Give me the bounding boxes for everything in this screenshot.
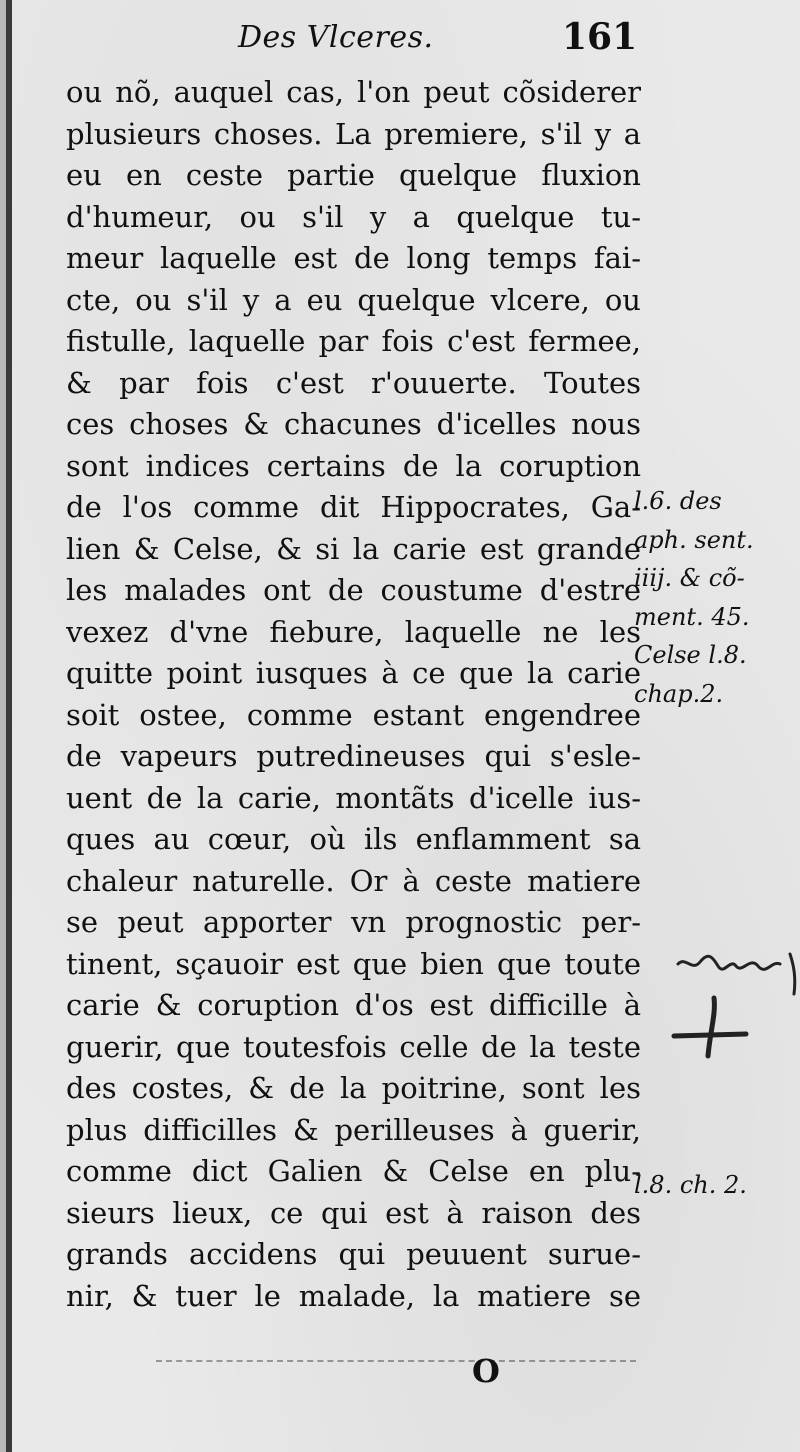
- margin-note-line: ment. 45.: [634, 602, 750, 631]
- text-line: chaleur naturelle. Or à ceste matiere: [66, 863, 641, 898]
- text-line: sieurs lieux, ce qui est à raison des: [66, 1195, 641, 1230]
- text-line: des costes, & de la poitrine, sont les: [66, 1071, 641, 1105]
- text-line: se peut apporter vn prognostic per-: [66, 905, 641, 939]
- text-line: nir, & tuer le malade, la matiere se: [66, 1278, 641, 1313]
- page-edge-shadow: [6, 0, 12, 1452]
- body-text: [66, 72, 641, 1317]
- margin-note-line: Celse l.8.: [634, 641, 747, 669]
- margin-note: [634, 482, 754, 713]
- margin-note-line: aph. sent.: [634, 525, 754, 554]
- text-line: eu en ceste partie quelque fluxion: [66, 158, 641, 192]
- handwritten-cross-icon: [670, 992, 750, 1062]
- signature-mark: O: [472, 1352, 500, 1390]
- footer-rule: [156, 1360, 636, 1362]
- text-line: quitte point iusques à ce que la carie: [66, 656, 641, 690]
- text-line: meur laquelle est de long temps fai-: [66, 241, 641, 275]
- text-line: & par fois c'est r'ouuerte. Toutes: [66, 365, 641, 400]
- margin-note-line: l.6. des: [634, 487, 722, 515]
- page-number: 161: [562, 16, 638, 58]
- text-line: ou nõ, auquel cas, l'on peut cõsiderer: [66, 75, 641, 109]
- text-line: ces choses & chacunes d'icelles nous: [66, 407, 641, 441]
- text-line: les malades ont de coustume d'estre: [66, 573, 641, 607]
- text-line: vexez d'vne fiebure, laquelle ne les: [66, 614, 641, 649]
- book-page: [6, 0, 800, 1452]
- running-head: Des Vlceres.: [238, 20, 434, 55]
- text-line: guerir, que toutesfois celle de la teste: [66, 1029, 641, 1064]
- margin-note: [634, 1166, 747, 1205]
- margin-note-line: l.8. ch. 2.: [634, 1171, 747, 1199]
- margin-note-line: iiij. & cõ-: [634, 564, 745, 592]
- text-line: plus difficilles & perilleuses à guerir,: [66, 1112, 641, 1147]
- text-line: comme dict Galien & Celse en plu-: [66, 1154, 641, 1188]
- text-line: lien & Celse, & si la carie est grande: [66, 531, 641, 566]
- text-line: de l'os comme dit Hippocrates, Ga-: [66, 490, 641, 524]
- text-line: fistulle, laquelle par fois c'est fermee,: [66, 324, 641, 358]
- text-line: d'humeur, ou s'il y a quelque tu-: [66, 199, 641, 234]
- text-line: ques au cœur, où ils enflamment sa: [66, 822, 641, 856]
- margin-notes: [634, 0, 794, 1452]
- text-line: sont indices certains de la coruption: [66, 448, 641, 483]
- text-line: grands accidens qui peuuent surue-: [66, 1237, 641, 1271]
- margin-note-line: chap.2.: [634, 679, 724, 708]
- text-line: tinent, sçauoir est que bien que toute: [66, 946, 641, 981]
- text-line: de vapeurs putredineuses qui s'esle-: [66, 739, 641, 773]
- text-line: carie & coruption d'os est difficille à: [66, 988, 641, 1022]
- text-line: soit ostee, comme estant engendree: [66, 697, 641, 732]
- text-line: plusieurs choses. La premiere, s'il y a: [66, 116, 641, 151]
- text-line: uent de la carie, montãts d'icelle ius-: [66, 780, 641, 815]
- text-line: cte, ou s'il y a eu quelque vlcere, ou: [66, 282, 641, 317]
